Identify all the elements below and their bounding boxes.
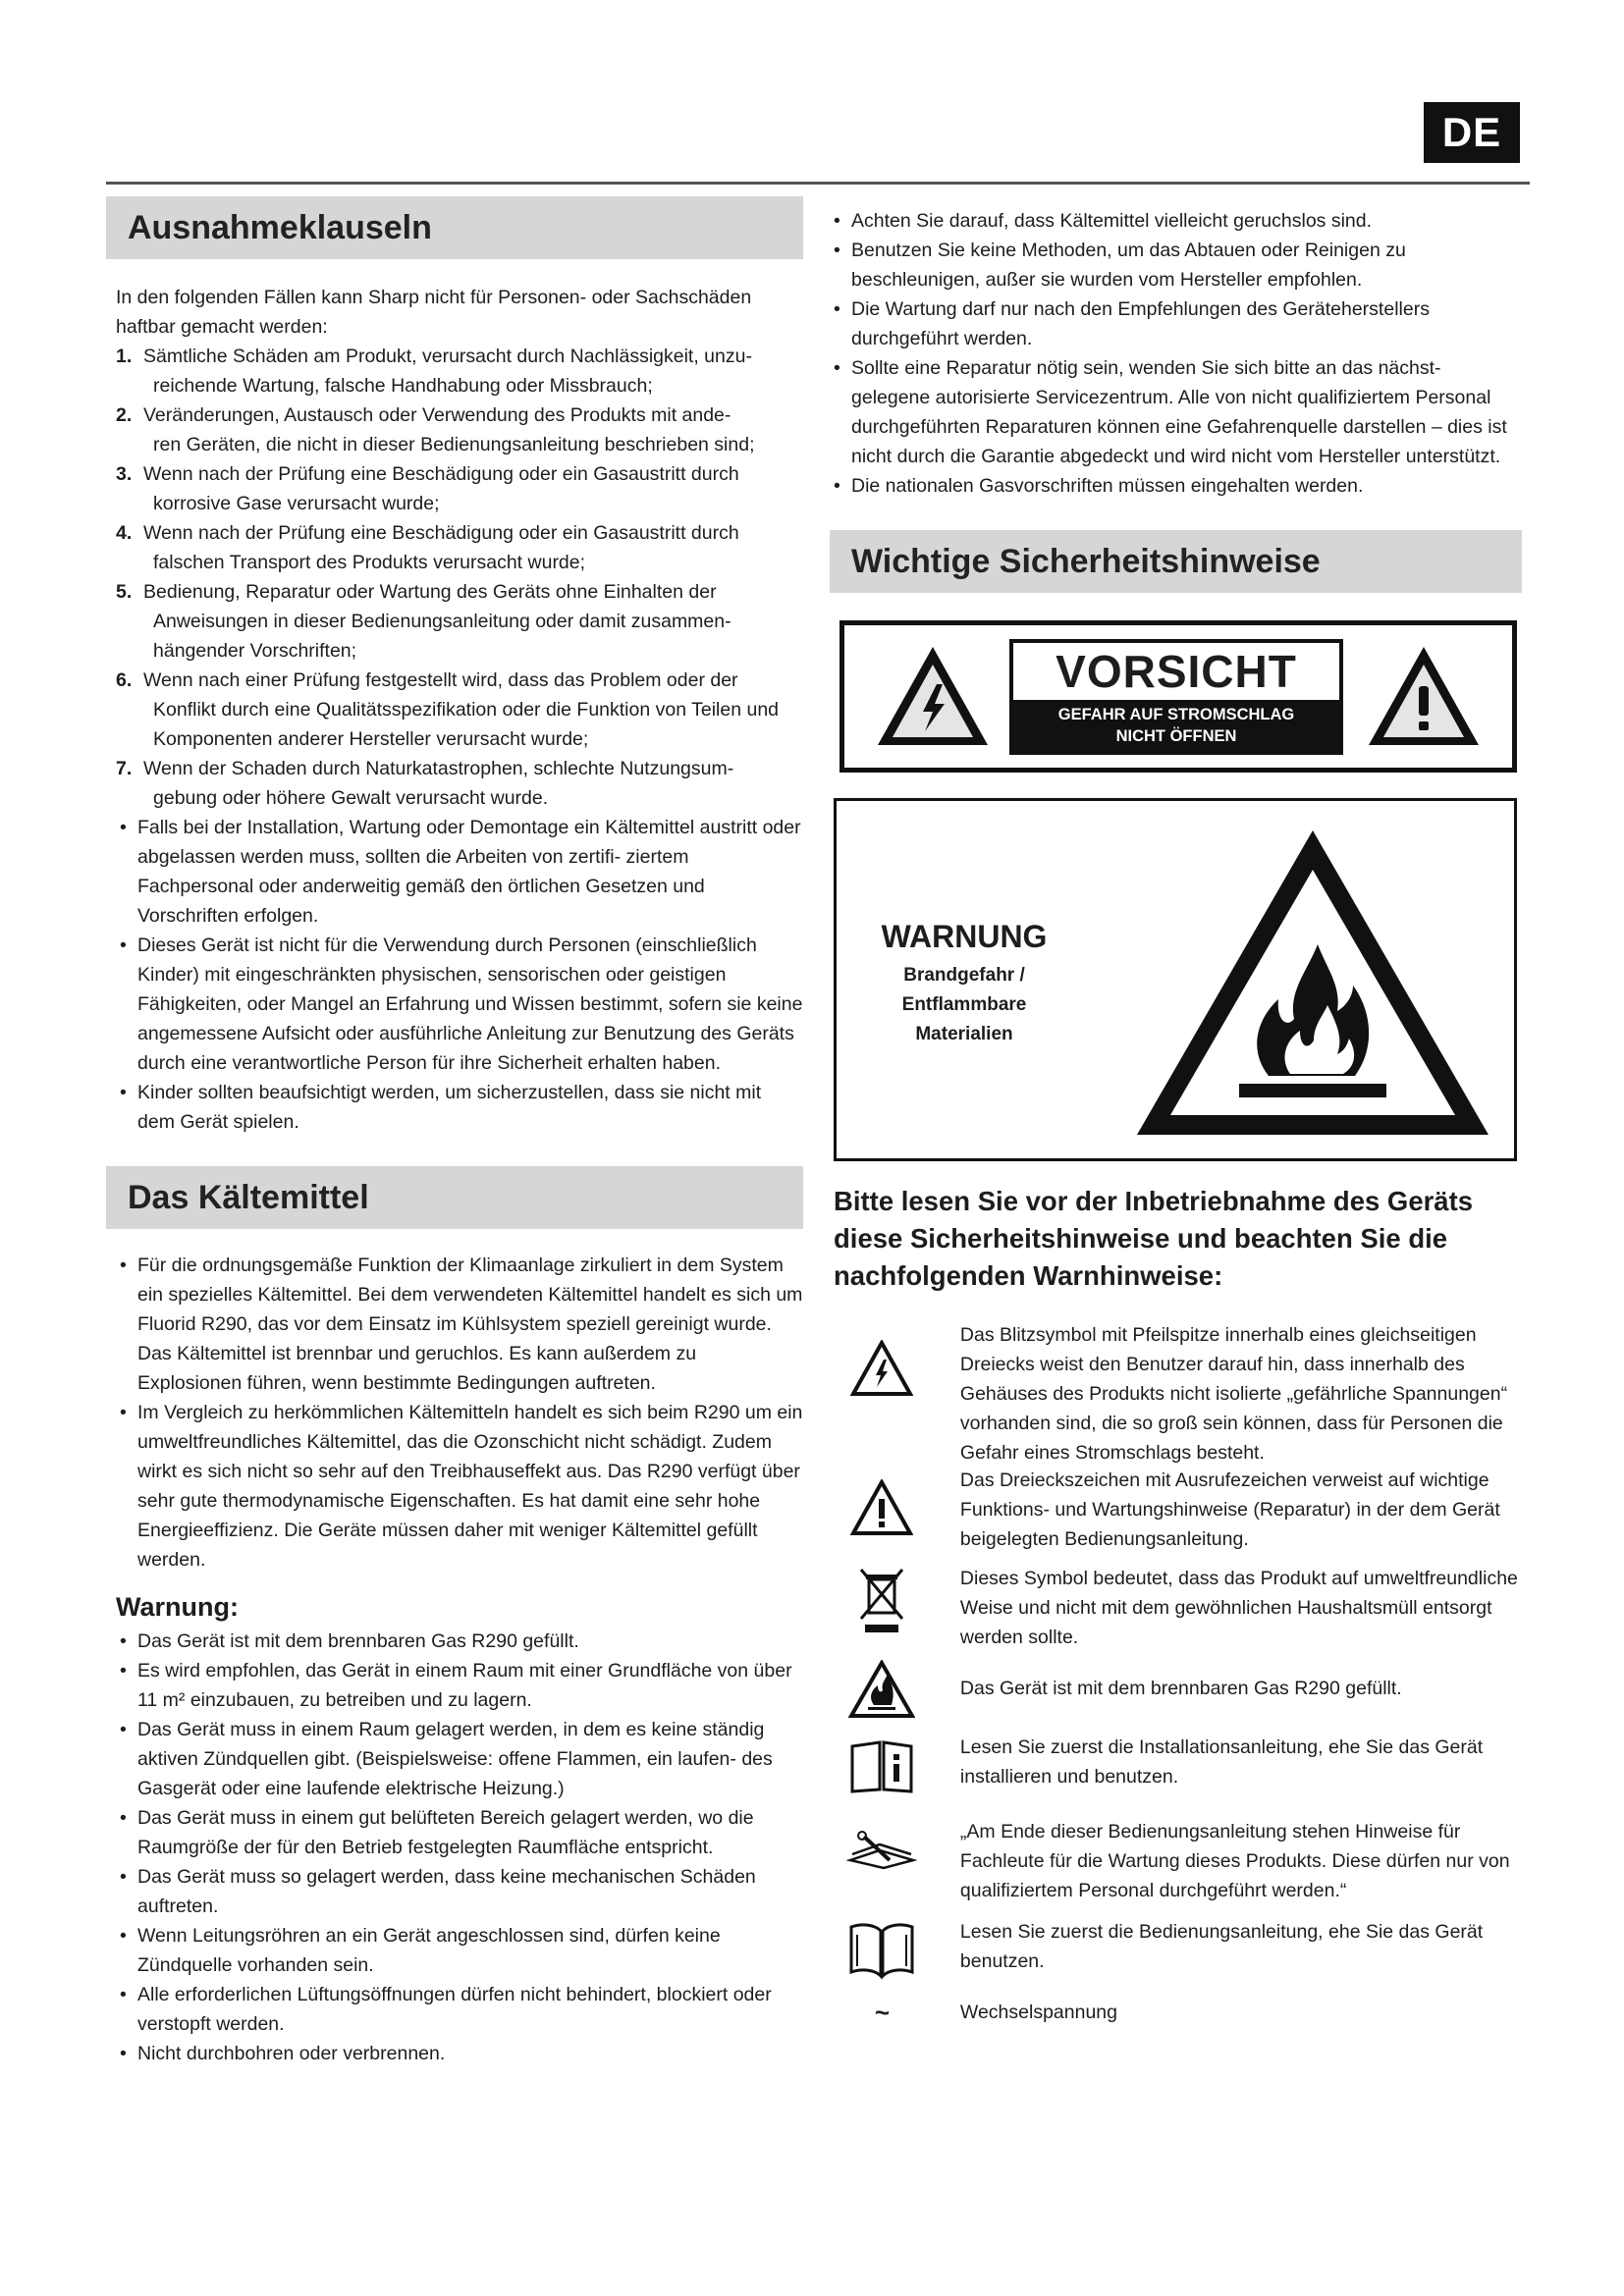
symbol-row [843, 1998, 1522, 2037]
list-item: • Kinder sollten beaufsichtigt werden, um sicherzustellen, dass sie nicht mit dem Gerät spielen. [116, 1078, 803, 1137]
list-item: • Falls bei der Installation, Wartung oder Demontage ein Kältemittel austritt oder abgelassen werden muss, sollten die Arbeiten von zertifi- ziertem Fachpersonal oder anderweitig gemäß den örtlichen Gesetzen und Vorschriften erfolgen. [116, 813, 803, 931]
lightning-triangle-icon [874, 643, 992, 749]
symbol-description: Das Blitzsymbol mit Pfeilspitze innerhalb eines gleichseitigen Dreiecks weist den Benutzer darauf hin, dass innerhalb des Gehäuses des Produkts nicht isolierte „gefährliche Spannungen“ vorhanden sind, die so groß sein können, dass für Personen die Gefahr eines Stromschlags besteht. [959, 1324, 1508, 1464]
flame-warning-icon [1131, 823, 1494, 1142]
list-item: • Das Gerät muss in einem Raum gelagert werden, in dem es keine ständig aktiven Zündquellen gibt. (Beispielsweise: offene Flammen, ein laufen- des Gasgerät oder eine laufende elektrische Heizung.) [116, 1715, 803, 1803]
exclamation-triangle-icon [850, 1479, 913, 1536]
caution-subtitle: GEFAHR AUF STROMSCHLAG NICHT ÖFFNEN [1013, 700, 1339, 751]
list-item: • Das Gerät muss in einem gut belüfteten Bereich gelagert werden, wo die Raumgröße der für den Betrieb festgelegten Raumfläche entspricht. [116, 1803, 803, 1862]
exclusions-bullets [106, 813, 803, 1137]
open-book-icon [845, 1921, 918, 1980]
fire-warning-label [834, 798, 1517, 1161]
refrigerant-warning-bullets [106, 1627, 803, 2068]
symbol-description: Lesen Sie zuerst die Bedienungsanleitung, ehe Sie das Gerät benutzen. [959, 1921, 1484, 1972]
exclusion-item: 7. Wenn der Schaden durch Naturkatastrophen, schlechte Nutzungsum- gebung oder höhere Gewalt verursacht wurde. [116, 758, 734, 809]
list-item: • Benutzen Sie keine Methoden, um das Abtauen oder Reinigen zu beschleunigen, außer sie wurden vom Hersteller empfohlen. [830, 236, 1522, 294]
caution-title: VORSICHT [1056, 646, 1297, 697]
list-item: • Wenn Leitungsröhren an ein Gerät angeschlossen sind, dürfen keine Zündquelle vorhanden sein. [116, 1921, 803, 1980]
service-manual-icon [846, 1831, 917, 1870]
exclusions-intro: In den folgenden Fällen kann Sharp nicht für Personen- oder Sachschäden haftbar gemacht werden: [116, 287, 752, 338]
symbol-description: „Am Ende dieser Bedienungsanleitung stehen Hinweise für Fachleute für die Wartung dieses Produkts. Diese dürfen nur von qualifiziertem Personal durchgeführt werden.“ [959, 1821, 1510, 1901]
exclusion-item: 5. Bedienung, Reparatur oder Wartung des Geräts ohne Einhalten der Anweisungen in dieser Bedienungsanleitung oder damit zusammen- hängender Vorschriften; [116, 581, 731, 662]
refrigerant-heading: Das Kältemittel [106, 1166, 803, 1229]
symbol-legend [830, 1320, 1522, 2037]
symbol-row [843, 1917, 1522, 1998]
list-item: • Im Vergleich zu herkömmlichen Kältemitteln handelt es sich beim R290 um ein umweltfreundliches Kältemittel, das die Ozonschicht nicht schädigt. Zudem wirkt es sich nicht so sehr auf den Treibhauseffekt aus. Das R290 verfügt über sehr gute thermodynamische Eigenschaften. Es hat damit eine sehr hohe Energieeffizienz. Die Geräte müssen daher mit weniger Kältemittel gefüllt werden. [116, 1398, 803, 1575]
caution-label [839, 620, 1517, 773]
list-item: • Das Gerät ist mit dem brennbaren Gas R290 gefüllt. [116, 1627, 803, 1656]
list-item: • Die nationalen Gasvorschriften müssen eingehalten werden. [830, 471, 1522, 501]
read-instructions-note: Bitte lesen Sie vor der Inbetriebnahme des Geräts diese Sicherheitshinweise und beachten Sie die nachfolgenden Warnhinweise: [834, 1186, 1474, 1291]
lightning-triangle-icon [850, 1340, 913, 1397]
exclusions-heading: Ausnahmeklauseln [106, 196, 803, 259]
symbol-description: Das Dreieckszeichen mit Ausrufezeichen verweist auf wichtige Funktions- und Wartungshinweise (Reparatur) in der dem Gerät beigelegten Bedienungsanleitung. [959, 1469, 1500, 1550]
exclusion-item: 6. Wenn nach einer Prüfung festgestellt wird, dass das Problem oder der Konflikt durch eine Qualitätsspezifikation oder die Funktion von Teilen und Komponenten anderer Hersteller verursacht wurde; [116, 669, 780, 750]
symbol-row [843, 1320, 1522, 1466]
exclusion-item: 4. Wenn nach der Prüfung eine Beschädigung oder ein Gasaustritt durch falschen Transport des Produkts verursacht wurde; [116, 522, 739, 573]
tilde-icon: ~ [874, 1998, 891, 2027]
symbol-row [843, 1466, 1522, 1564]
refrigerant-continued-bullets [830, 206, 1522, 501]
language-badge: DE [1424, 102, 1520, 163]
exclamation-triangle-icon [1365, 643, 1483, 749]
exclusion-item: 1. Sämtliche Schäden am Produkt, verursacht durch Nachlässigkeit, unzu- reichende Wartung, falsche Handhabung oder Missbrauch; [116, 346, 752, 397]
symbol-description: Wechselspannung [959, 2002, 1117, 2023]
right-column [830, 206, 1522, 2037]
symbol-row [843, 1817, 1522, 1917]
flame-triangle-icon [848, 1660, 915, 1719]
exclusion-item: 2. Veränderungen, Austausch oder Verwendung des Produkts mit ande- ren Geräten, die nicht in dieser Bedienungsanleitung beschrieben sind; [116, 404, 755, 455]
exclusions-list [106, 342, 803, 813]
list-item: • Alle erforderlichen Lüftungsöffnungen dürfen nicht behindert, blockiert oder verstopft werden. [116, 1980, 803, 2039]
symbol-row [843, 1652, 1522, 1733]
refrigerant-bullets [106, 1251, 803, 1575]
fire-warning-text: WARNUNG Brandgefahr / Entflammbare Materialien [881, 919, 1048, 1044]
symbol-row [843, 1564, 1522, 1652]
left-column [106, 196, 803, 2068]
exclusion-item: 3. Wenn nach der Prüfung eine Beschädigung oder ein Gasaustritt durch korrosive Gase verursacht wurde; [116, 463, 739, 514]
symbol-row [843, 1733, 1522, 1817]
safety-heading: Wichtige Sicherheitshinweise [830, 530, 1522, 593]
symbol-description: Lesen Sie zuerst die Installationsanleitung, ehe Sie das Gerät installieren und benutzen. [959, 1736, 1484, 1788]
symbol-description: Dieses Symbol bedeutet, dass das Produkt auf umweltfreundliche Weise und nicht mit dem gewöhnlichen Haushaltsmüll entsorgt werden sollte. [959, 1568, 1518, 1648]
caution-center-panel [1009, 639, 1343, 755]
refrigerant-warning-heading: Warnung: [116, 1592, 239, 1622]
list-item: • Dieses Gerät ist nicht für die Verwendung durch Personen (einschließlich Kinder) mit eingeschränkten physischen, sensorischen oder geistigen Fähigkeiten, oder Mangel an Erfahrung und Wissen bestimmt, sofern sie keine angemessene Aufsicht oder ausführliche Anleitung zur Benutzung des Geräts durch eine verantwortliche Person für ihre Sicherheit erhalten haben. [116, 931, 803, 1078]
list-item: • Das Gerät muss so gelagert werden, dass keine mechanischen Schäden auftreten. [116, 1862, 803, 1921]
list-item: • Es wird empfohlen, das Gerät in einem Raum mit einer Grundfläche von über 11 m² einzubauen, zu betreiben und zu lagern. [116, 1656, 803, 1715]
list-item: • Sollte eine Reparatur nötig sein, wenden Sie sich bitte an das nächst- gelegene autorisierte Servicezentrum. Alle von nicht qualifiziertem Personal durchgeführten Reparaturen können eine Gefahrenquelle darstellen – dies ist nicht durch die Garantie abgedeckt und wird nicht vom Hersteller unterstützt. [830, 353, 1522, 471]
crossed-bin-icon [859, 1568, 904, 1634]
list-item: • Achten Sie darauf, dass Kältemittel vielleicht geruchslos sind. [830, 206, 1522, 236]
symbol-description: Das Gerät ist mit dem brennbaren Gas R290 gefüllt. [959, 1678, 1402, 1699]
list-item: • Die Wartung darf nur nach den Empfehlungen des Geräteherstellers durchgeführt werden. [830, 294, 1522, 353]
header-rule [106, 182, 1530, 185]
info-manual-icon [848, 1738, 915, 1793]
list-item: • Nicht durchbohren oder verbrennen. [116, 2039, 803, 2068]
list-item: • Für die ordnungsgemäße Funktion der Klimaanlage zirkuliert in dem System ein spezielles Kältemittel. Bei dem verwendeten Kältemittel handelt es sich um Fluorid R290, das vor dem Einsatz im Kühlsystem speziell gereinigt wurde. Das Kältemittel ist brennbar und geruchlos. Es kann außerdem zu Explosionen führen, wenn bestimmte Bedingungen auftreten. [116, 1251, 803, 1398]
